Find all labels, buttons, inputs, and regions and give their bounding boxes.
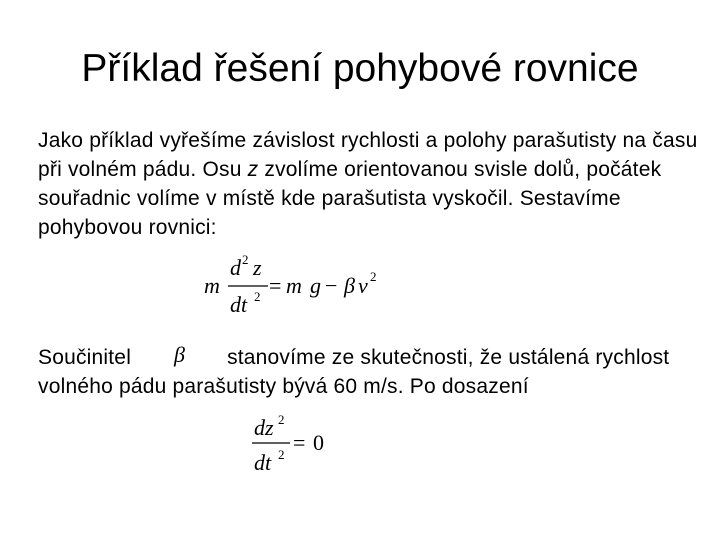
slide-title: Příklad řešení pohybové rovnice [81, 47, 639, 90]
inline-beta-symbol [172, 340, 196, 370]
intro-text-start: Jako příklad vyřešíme závislost rychlosti a polohy parašutisty na času při volném pádu. Osu [38, 129, 698, 181]
eq1-den-dt: dt [230, 292, 248, 317]
eq1-equals: = [269, 273, 282, 298]
equation-of-motion [200, 252, 400, 322]
eq1-den-exp: 2 [254, 289, 261, 304]
eq1-v-exp: 2 [370, 269, 377, 284]
axis-variable-z: z [247, 158, 259, 181]
eq2-num-exp: 2 [278, 412, 285, 427]
eq1-num-d: d [230, 255, 241, 280]
eq1-lhs-m: m [204, 273, 220, 298]
eq2-den-dt: dt [254, 450, 272, 475]
coef-text-end: stanovíme ze skutečnosti, že ustálená rychlost volného pádu parašutisty bývá 60 m/s. Po dosazení [38, 346, 670, 398]
eq1-m: m [286, 273, 302, 298]
coef-text-start: Součinitel [38, 346, 132, 369]
eq2-rhs: 0 [313, 430, 324, 455]
intro-paragraph [38, 126, 698, 242]
eq1-num-z: z [253, 255, 262, 280]
terminal-velocity-equation [250, 410, 350, 480]
eq1-g: g [310, 273, 321, 298]
eq1-minus: − [325, 273, 338, 298]
eq2-den-exp: 2 [278, 447, 285, 462]
eq1-v: v [358, 273, 368, 298]
inline-beta: β [174, 342, 185, 367]
intro-text-end: zvolíme orientovanou svisle dolů, počátek souřadnic volíme v místě kde parašutista vyskočil. Sestavíme pohybovou rovnici: [38, 158, 662, 239]
eq2-equals: = [293, 430, 306, 455]
eq1-num-exp: 2 [242, 252, 249, 267]
eq1-beta: β [344, 273, 355, 298]
coefficient-paragraph [38, 343, 698, 401]
eq2-num-dz: dz [254, 415, 274, 440]
